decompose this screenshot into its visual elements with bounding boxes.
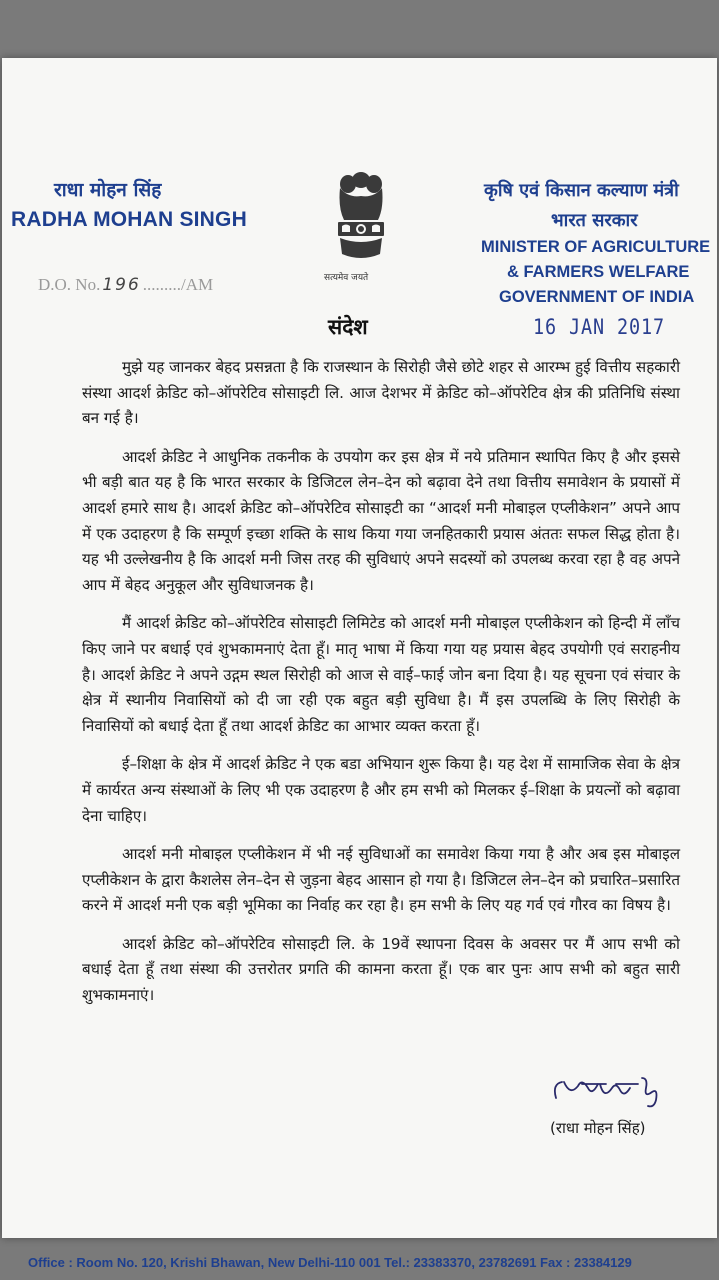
government-english: GOVERNMENT OF INDIA (499, 288, 695, 306)
paragraph: आदर्श मनी मोबाइल एप्लीकेशन में भी नई सुविधाओं का समावेश किया गया है और अब इस मोबाइल एप्लीकेशन के द्वारा कैशलेस लेन–देन से जुड़ना बेहद आसान हो गया है। डिजिटल लेन–देन को प्रचारित–प्रसारित करने में आदर्श मनी एक बड़ी भूमिका का निर्वाह कर रहा है। हम सभी के लिए यह गर्व एवं गौरव का विषय है। (82, 845, 680, 915)
reference-prefix: D.O. No. (38, 275, 101, 294)
ministry-title-english-line-1: MINISTER OF AGRICULTURE (481, 238, 711, 256)
reference-number (38, 275, 213, 295)
signatory-name: (राधा मोहन सिंह) (550, 1119, 646, 1137)
emblem-motto: सत्यमेव जयते (324, 273, 369, 283)
government-hindi: भारत सरकार (551, 210, 638, 231)
office-address-footer: Office : Room No. 120, Krishi Bhawan, New Delhi-110 001 Tel.: 23383370, 23782691 Fax : 23384129 (28, 1255, 632, 1270)
reference-suffix: ........./AM (142, 275, 214, 294)
paragraph: आदर्श क्रेडिट को–ऑपरेटिव सोसाइटी लि. के 19वें स्थापना दिवस के अवसर पर मैं आप सभी को बधाई देता हूँ तथा संस्था की उत्तरोतर प्रगति की कामना करता हूँ। एक बार पुनः आप सभी को बहुत सारी शुभकामनाएं। (82, 934, 680, 1005)
paragraph: ई–शिक्षा के क्षेत्र में आदर्श क्रेडिट ने एक बडा अभियान शुरू किया है। यह देश में सामाजिक सेवा के क्षेत्र में कार्यरत अन्य संस्थाओं के लिए भी एक उदाहरण है और हम सभी को मिलकर ई–शिक्षा के प्रयत्नों को बढ़ावा देना चाहिए। (82, 755, 680, 825)
paragraph: आदर्श क्रेडिट ने आधुनिक तकनीक के उपयोग कर इस क्षेत्र में नये प्रतिमान स्थापित किए है और इससे भी बड़ी बात यह है कि भारत सरकार के डिजिटल लेन–देन को बढ़ावा देने तथा वित्तीय समावेशन के प्रयासों में आदर्श हमारे साथ है। आदर्श क्रेडिट को–ऑपरेटिव सोसाइटी का “आदर्श मनी मोबाइल एप्लीकेशन” अपने आप में एक उदाहरण है कि सम्पूर्ण इच्छा शक्ति के साथ किया गया जनहितकारी प्रयास अंततः सफल सिद्ध होता है। यह भी उल्लेखनीय है कि आदर्श मनी जिस तरह की सुविधाएं अपने सदस्यों को उपलब्ध करवा रहा है वह अपने आप में बेहद अनुकूल और सुविधाजनक है। (82, 447, 680, 594)
letter-page (2, 58, 717, 1270)
reference-value: 196 (102, 275, 141, 295)
ministry-title-english-line-2: & FARMERS WELFARE (507, 263, 690, 281)
letter-heading: संदेश (328, 315, 368, 339)
minister-name-hindi: राधा मोहन सिंह (54, 179, 162, 201)
date-stamp: 16 JAN 2017 (533, 315, 666, 339)
paragraph: मैं आदर्श क्रेडिट को–ऑपरेटिव सोसाइटी लिमिटेड को आदर्श मनी मोबाइल एप्लीकेशन को हिन्दी में लाँच किए जाने पर बधाई एवं शुभकामनाएं देता हूँ। मातृ भाषा में किया गया यह प्रयास बेहद उपयोगी एवं सराहनीय है। आदर्श क्रेडिट ने अपने उद्गम स्थल सिरोही को आज से वाई–फाई जोन बना दिया है। यह सूचना एवं संचार के क्षेत्र में स्थानीय निवासियों को दी जा रही एक बहुत बड़ी सुविधा है। मैं इस उपलब्धि के लिए सिरोही के निवासियों को बधाई देता हूँ तथा आदर्श क्रेडिट का आभार व्यक्त करता हूँ। (82, 614, 680, 735)
minister-name-english: RADHA MOHAN SINGH (11, 208, 247, 231)
letter-body (82, 355, 680, 1022)
ministry-title-hindi: कृषि एवं किसान कल्याण मंत्री (484, 180, 679, 201)
handwritten-signature-icon (550, 1070, 680, 1110)
national-emblem-icon (330, 168, 392, 280)
paragraph: मुझे यह जानकर बेहद प्रसन्नता है कि राजस्थान के सिरोही जैसे छोटे शहर से आरम्भ हुई वित्तीय सहकारी संस्था आदर्श क्रेडिट को–ऑपरेटिव सोसाइटी लि. आज देशभर में क्रेडिट को–ऑपरेटिव क्षेत्र की प्रतिनिधि संस्था बन गई है। (82, 358, 680, 428)
